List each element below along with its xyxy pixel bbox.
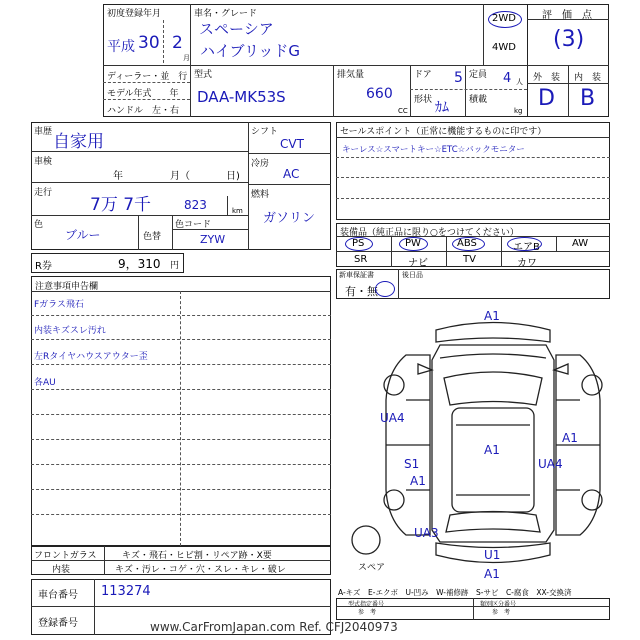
capacity: 4 xyxy=(503,71,512,86)
car-name: スペーシア xyxy=(199,20,274,38)
km-unit: km xyxy=(232,207,243,215)
cc-unit: CC xyxy=(398,107,408,115)
color-code-label: 色コード xyxy=(175,220,212,230)
note-item-4: 各AU xyxy=(34,378,56,388)
mark-right-front: A1 xyxy=(562,431,578,445)
interior-label: 内 装 xyxy=(574,73,602,83)
load-label: 積載 xyxy=(469,95,488,105)
displacement-label: 排気量 xyxy=(337,70,365,80)
sales-points-text: キーレス☆スマートキー☆ETC☆バックモニター xyxy=(342,145,525,155)
era: 平成 xyxy=(107,39,135,55)
warranty-label: 新車保証書 xyxy=(339,271,374,279)
person-unit: 人 xyxy=(516,78,523,86)
mark-left-rear: A1 xyxy=(410,474,426,488)
equip-tv: TV xyxy=(463,254,476,265)
name-grade-label: 車名・グレード xyxy=(194,9,258,19)
equip-ps: PS xyxy=(352,238,365,249)
mileage-label: 走行 xyxy=(34,188,53,198)
mark-right-door: UA4 xyxy=(538,457,563,471)
handle-label: ハンドル 左・右 xyxy=(107,106,180,116)
equip-pw-circle xyxy=(399,237,428,251)
front-glass-legend: キズ・飛石・ヒビ割・リペア跡・X要 xyxy=(122,551,272,561)
watermark: www.CarFromJapan.com Ref. CFJ2040973 xyxy=(150,620,398,634)
rating-label: 評 価 点 xyxy=(542,10,592,21)
recycle-label: R券 xyxy=(35,261,52,272)
warranty-value: 有・無 xyxy=(345,285,378,298)
mark-left-front-door: UA4 xyxy=(380,411,405,425)
displacement: 660 xyxy=(366,86,393,102)
drive-2wd: 2WD xyxy=(492,13,516,24)
reg-year: 30 xyxy=(138,33,160,53)
chassis-number: 113274 xyxy=(101,584,151,599)
equip-ps-circle xyxy=(345,237,373,251)
doors: 5 xyxy=(454,70,463,86)
mark-left-rear-door: S1 xyxy=(404,457,420,471)
ac: AC xyxy=(283,167,300,181)
insp-day: 日) xyxy=(226,171,240,182)
equip-leather: カワ xyxy=(517,258,537,269)
damage-legend: A-キズ E-エクボ U-凹み W-補修跡 S-サビ C-腐食 XX-交換済 xyxy=(338,588,572,597)
recycle-amount: 9，310 xyxy=(118,257,161,271)
equip-airbag: エアB xyxy=(513,242,540,253)
ac-label: 冷房 xyxy=(251,159,270,169)
kg-unit: kg xyxy=(514,107,523,115)
front-glass-label: フロントガラス xyxy=(34,551,97,561)
drive-4wd: 4WD xyxy=(492,42,516,53)
shift-label: シフト xyxy=(251,127,279,137)
class-label: 類別区分番号 xyxy=(480,601,517,608)
recycle-box xyxy=(31,253,184,273)
reg-month: 2 xyxy=(172,33,183,53)
exterior-grade: D xyxy=(538,86,555,111)
usage: 自家用 xyxy=(53,132,104,152)
color: ブルー xyxy=(65,228,101,242)
car-diagram xyxy=(336,300,610,580)
shape: ｶﾑ xyxy=(435,100,449,116)
mark-rear-gate: U1 xyxy=(484,548,501,562)
sales-points-title: セールスポイント（正常に機能するものに印です） xyxy=(340,127,547,137)
interior-legend: キズ・汚レ・コゲ・穴・スレ・キレ・破レ xyxy=(115,565,286,575)
warranty-circle xyxy=(375,281,395,297)
equip-pw: PW xyxy=(405,238,421,249)
header-box xyxy=(103,4,609,117)
notes-box xyxy=(31,276,331,546)
equip-abs: ABS xyxy=(457,238,477,249)
mileage-exact: 823 xyxy=(184,198,207,212)
door-label: ドア xyxy=(414,70,432,80)
insp-year: 年 xyxy=(113,171,123,182)
equip-abs-circle xyxy=(452,237,485,251)
yen-unit: 円 xyxy=(170,261,180,271)
reg-number-label: 登録番号 xyxy=(38,618,78,629)
inspection-label: 車検 xyxy=(34,157,53,167)
model-code: DAA-MK53S xyxy=(197,88,286,106)
model-label: 型式 xyxy=(194,70,213,80)
shape-label: 形状 xyxy=(414,95,433,105)
insp-month: 月（ xyxy=(170,171,190,182)
ref-1: 参 考 xyxy=(358,609,377,616)
model-spec-label: 型式指定番号 xyxy=(348,601,385,608)
spare-label: スペア xyxy=(358,563,386,573)
dealer-label: ディーラー・並 行 xyxy=(107,72,188,82)
equip-aw: AW xyxy=(572,238,589,249)
equipment-title: 装備品（純正品に限り○をつけてください） xyxy=(340,228,519,238)
interior-grade: B xyxy=(580,86,596,111)
interior-row-label: 内装 xyxy=(52,565,71,575)
note-item-3: 左Rタイヤハウスアウター歪 xyxy=(34,352,148,362)
mark-rear-bumper: A1 xyxy=(484,567,500,580)
fuel: ガソリン xyxy=(263,211,316,226)
mark-roof: A1 xyxy=(484,443,500,457)
ref-2: 参 考 xyxy=(492,609,511,616)
month-unit: 月 xyxy=(183,54,190,62)
model-year-label: モデル年式 年 xyxy=(107,89,179,99)
first-reg-label: 初度登録年月 xyxy=(107,9,162,19)
mileage-handwritten: 7万 7千 xyxy=(90,195,152,215)
color-label: 色 xyxy=(34,220,44,230)
color-change-label: 色替 xyxy=(143,232,162,242)
exterior-label: 外 装 xyxy=(533,73,561,83)
equip-navi: ナビ xyxy=(408,258,428,269)
fuel-label: 燃料 xyxy=(251,190,270,200)
color-code: ZYW xyxy=(200,233,226,246)
capacity-label: 定員 xyxy=(469,70,488,80)
note-item-2: 内装キズスレ汚れ xyxy=(34,326,106,336)
notes-title: 注意事項申告欄 xyxy=(35,282,99,292)
mark-front: A1 xyxy=(484,309,500,323)
shift: CVT xyxy=(280,137,304,151)
equip-sr: SR xyxy=(354,254,368,265)
note-item-1: Fガラス飛石 xyxy=(34,300,84,310)
chassis-label: 車台番号 xyxy=(38,590,78,601)
equip-airbag-circle xyxy=(507,237,542,251)
mark-left-quarter: UA3 xyxy=(414,526,439,540)
usage-label: 車歴 xyxy=(34,127,53,137)
post-item-label: 後日品 xyxy=(402,271,423,279)
grade: ハイブリッドG xyxy=(200,42,300,60)
rating-value: (3) xyxy=(553,27,585,52)
